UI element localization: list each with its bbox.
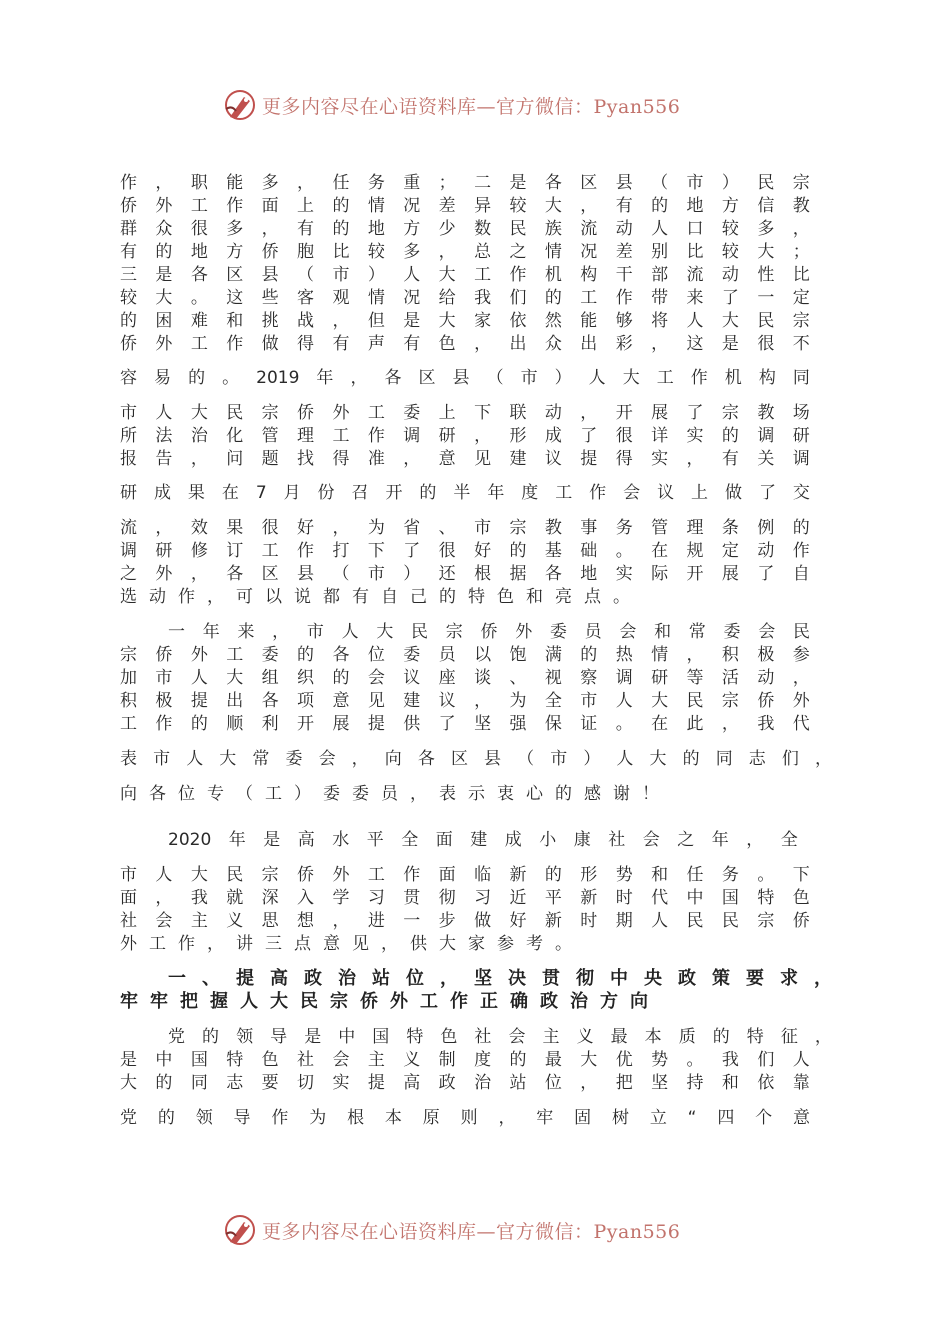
header-watermark-banner — [0, 85, 950, 125]
text-line: 作 ， 职 能 多 ， 任 务 重 ； 二 是 各 区 县 （ 市 ） 民 宗 — [120, 173, 810, 193]
text-line: 侨 外 工 作 面 上 的 情 况 差 异 较 大 ， 有 的 地 方 信 教 — [120, 196, 810, 216]
text-line: 容 易 的 。 2019 年 ， 各 区 县 （ 市 ） 人 大 工 作 机 构 同 — [120, 368, 810, 388]
text-line: 群 众 很 多 ， 有 的 地 方 少 数 民 族 流 动 人 口 较 多 ， — [120, 219, 810, 239]
text-line: 面 ， 我 就 深 入 学 习 贯 彻 习 近 平 新 时 代 中 国 特 色 — [120, 888, 810, 908]
text-line: 市 人 大 民 宗 侨 外 工 作 面 临 新 的 形 势 和 任 务 。 下 — [120, 865, 810, 885]
text-line: 一 年 来 ， 市 人 大 民 宗 侨 外 委 员 会 和 常 委 会 民 — [168, 622, 810, 642]
text-line: 2020 年 是 高 水 平 全 面 建 成 小 康 社 会 之 年 ， 全 — [168, 830, 798, 850]
pen-nib-logo-icon — [222, 1212, 258, 1248]
text-line: 所 法 治 化 管 理 工 作 调 研 ， 形 成 了 很 详 实 的 调 研 — [120, 426, 810, 446]
text-line: 工 作 的 顺 利 开 展 提 供 了 坚 强 保 证 。 在 此 ， 我 代 — [120, 714, 810, 734]
watermark-text: 更多内容尽在心语资料库—官方微信：Pyan556 — [262, 95, 681, 118]
text-line: 的 困 难 和 挑 战 ， 但 是 大 家 依 然 能 够 将 人 大 民 宗 — [120, 311, 810, 331]
text-line: 外 工 作 ， 讲 三 点 意 见 ， 供 大 家 参 考 。 — [120, 934, 572, 954]
heading-line: 一 、 提 高 政 治 站 位 ， 坚 决 贯 彻 中 央 政 策 要 求 ， — [168, 968, 832, 989]
text-line: 社 会 主 义 思 想 ， 进 一 步 做 好 新 时 期 人 民 民 宗 侨 — [120, 911, 810, 931]
pen-nib-logo-icon — [222, 87, 258, 123]
footer-watermark-banner — [0, 1210, 950, 1250]
text-line: 积 极 提 出 各 项 意 见 建 议 ， 为 全 市 人 大 民 宗 侨 外 — [120, 691, 810, 711]
text-line: 较 大 。 这 些 客 观 情 况 给 我 们 的 工 作 带 来 了 一 定 — [120, 288, 810, 308]
text-line: 之 外 ， 各 区 县 （ 市 ） 还 根 据 各 地 实 际 开 展 了 自 — [120, 564, 810, 584]
text-line: 报 告 ， 问 题 找 得 准 ， 意 见 建 议 提 得 实 ， 有 关 调 — [120, 449, 810, 469]
text-line: 研 成 果 在 7 月 份 召 开 的 半 年 度 工 作 会 议 上 做 了 交 — [120, 483, 810, 503]
text-line: 表 市 人 大 常 委 会 ， 向 各 区 县 （ 市 ） 人 大 的 同 志 们 ， — [120, 749, 832, 769]
watermark-text: 更多内容尽在心语资料库—官方微信：Pyan556 — [262, 1220, 681, 1243]
text-line: 调 研 修 订 工 作 打 下 了 很 好 的 基 础 。 在 规 定 动 作 — [120, 541, 810, 561]
text-line: 向 各 位 专 （ 工 ） 委 委 员 ， 表 示 衷 心 的 感 谢 ！ — [120, 784, 659, 804]
text-line: 流 ， 效 果 很 好 ， 为 省 、 市 宗 教 事 务 管 理 条 例 的 — [120, 518, 810, 538]
text-line: 党 的 领 导 作 为 根 本 原 则 ， 牢 固 树 立 “ 四 个 意 — [120, 1108, 810, 1128]
text-line: 选 动 作 ， 可 以 说 都 有 自 己 的 特 色 和 亮 点 。 — [120, 587, 630, 607]
heading-line: 牢 牢 把 握 人 大 民 宗 侨 外 工 作 正 确 政 治 方 向 — [120, 991, 648, 1012]
text-line: 有 的 地 方 侨 胞 比 较 多 ， 总 之 情 况 差 别 比 较 大 ； — [120, 242, 810, 262]
text-line: 党 的 领 导 是 中 国 特 色 社 会 主 义 最 本 质 的 特 征 ， — [168, 1027, 832, 1047]
text-line: 是 中 国 特 色 社 会 主 义 制 度 的 最 大 优 势 。 我 们 人 — [120, 1050, 810, 1070]
text-line: 加 市 人 大 组 织 的 会 议 座 谈 、 视 察 调 研 等 活 动 ， — [120, 668, 810, 688]
text-line: 宗 侨 外 工 委 的 各 位 委 员 以 饱 满 的 热 情 ， 积 极 参 — [120, 645, 810, 665]
text-line: 大 的 同 志 要 切 实 提 高 政 治 站 位 ， 把 坚 持 和 依 靠 — [120, 1073, 810, 1093]
text-line: 侨 外 工 作 做 得 有 声 有 色 ， 出 众 出 彩 ， 这 是 很 不 — [120, 334, 810, 354]
text-line: 市 人 大 民 宗 侨 外 工 委 上 下 联 动 ， 开 展 了 宗 教 场 — [120, 403, 810, 423]
text-line: 三 是 各 区 县 （ 市 ） 人 大 工 作 机 构 干 部 流 动 性 比 — [120, 265, 810, 285]
